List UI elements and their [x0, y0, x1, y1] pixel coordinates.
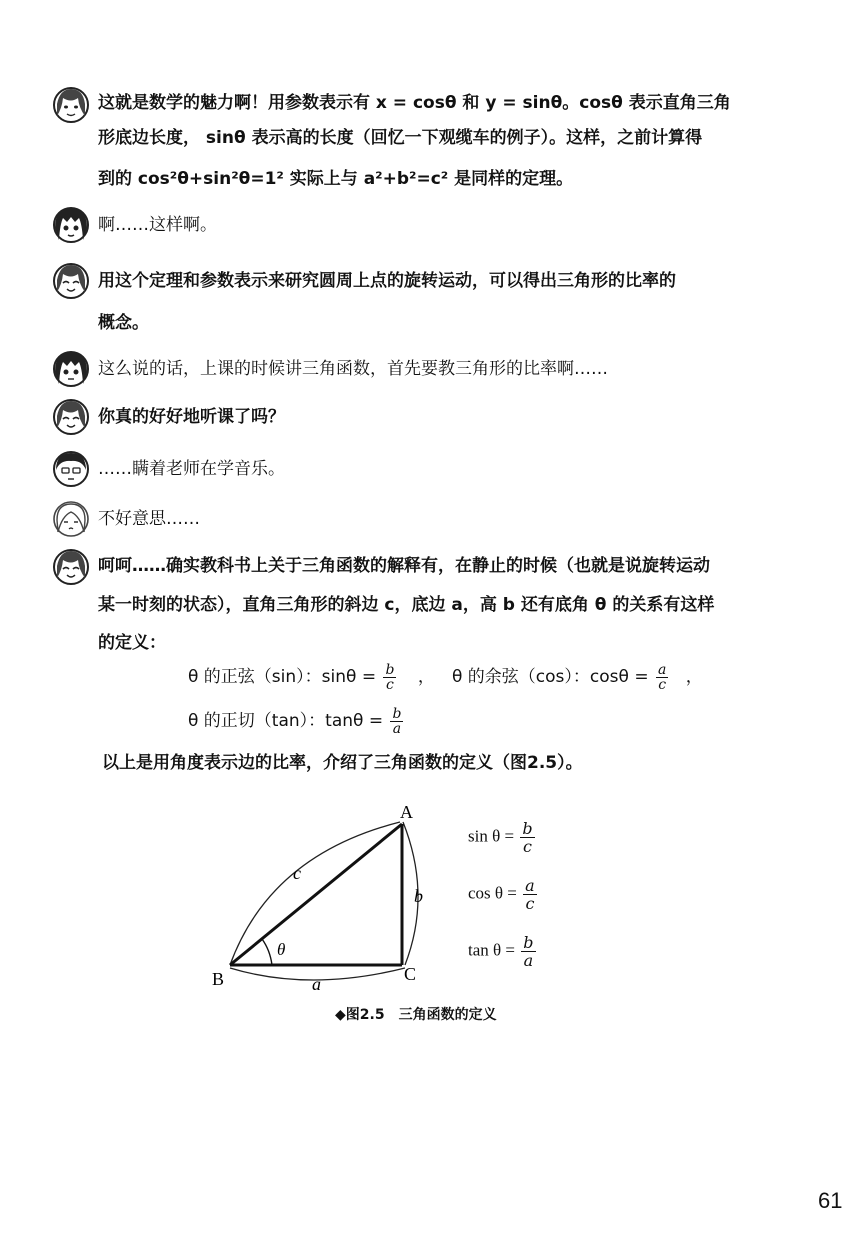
right-triangle-figure [200, 800, 440, 995]
cos-denominator: c [658, 676, 667, 693]
cos-definition: θ 的余弦（cos）：cosθ = $\frac{a}{c}$ ， [452, 661, 703, 693]
figure-cos-denominator: c [525, 894, 535, 913]
dialogue-2-line-1: 啊……这样啊。 [98, 215, 217, 235]
sin-fraction [383, 663, 396, 692]
dialogue-7-line-1: 不好意思…… [98, 509, 200, 529]
side-c-label: c [293, 863, 301, 883]
teacher-avatar-icon [52, 398, 90, 436]
figure-sin-fraction [520, 820, 534, 855]
summary-line: 以上是用角度表示边的比率，介绍了三角函数的定义（图2.5）。 [102, 753, 583, 773]
dialogue-3-line-1: 用这个定理和参数表示来研究圆周上点的旋转运动，可以得出三角形的比率的 [98, 271, 676, 291]
sin-numerator: b [385, 661, 395, 678]
side-b-label: b [414, 886, 423, 906]
dialogue-8-line-1: 呵呵……确实教科书上关于三角函数的解释有，在静止的时候（也就是说旋转运动 [98, 556, 710, 576]
figure-tan-denominator: a [523, 951, 534, 970]
figure-sin-numerator: b [522, 819, 533, 838]
dialogue-1-line-1: 这就是数学的魅力啊！用参数表示有 x = cosθ 和 y = sinθ。cosθ 表示直角三角 [98, 93, 731, 113]
second-student-avatar-icon [52, 450, 90, 488]
dialogue-5-line-1: 你真的好好地听课了吗？ [98, 407, 285, 427]
figure-cos-fraction [523, 877, 537, 912]
figure-sin-label: sin θ = [468, 826, 515, 846]
figure-cos-formula [468, 877, 539, 912]
tan-definition [188, 704, 405, 738]
sin-definition: θ 的正弦（sin）：sinθ = $\frac{b}{c}$ ， [188, 661, 435, 693]
dialogue-8-line-3: 的定义： [98, 633, 166, 653]
dialogue-8-line-2: 某一时刻的状态），直角三角形的斜边 c，底边 a，高 b 还有底角 θ 的关系有这样 [98, 595, 715, 615]
tan-definition-label: θ 的正切（tan）：tanθ = [188, 711, 384, 731]
teacher-avatar-icon [52, 86, 90, 124]
dialogue-1-line-2: 形底边长度， sinθ 表示高的长度（回忆一下观缆车的例子）。这样，之前计算得 [98, 128, 703, 148]
figure-cos-label: cos θ = [468, 883, 517, 903]
page-number: 61 [818, 1188, 843, 1213]
figure-tan-formula [468, 934, 538, 969]
sin-definition-label: θ 的正弦（sin）：sinθ = [188, 667, 377, 687]
figure-tan-fraction [521, 934, 535, 969]
sin-denominator: c [386, 676, 394, 693]
vertex-a-label: A [400, 802, 413, 822]
dialogue-4-line-1: 这么说的话，上课的时候讲三角函数，首先要教三角形的比率啊…… [98, 359, 608, 379]
dialogue-3-line-2: 概念。 [98, 313, 149, 333]
student-avatar-icon [52, 350, 90, 388]
tan-denominator: a [392, 720, 402, 737]
cos-definition-label: θ 的余弦（cos）：cosθ = [452, 667, 649, 687]
vertex-b-label: B [212, 969, 225, 989]
tan-numerator: b [392, 705, 402, 722]
figure-tan-numerator: b [523, 933, 534, 952]
figure-cos-numerator: a [525, 876, 535, 895]
dialogue-6-line-1: ……瞒着老师在学音乐。 [98, 459, 285, 479]
teacher-avatar-icon [52, 262, 90, 300]
dialogue-1-line-3: 到的 cos²θ+sin²θ=1² 实际上与 a²+b²=c² 是同样的定理。 [98, 169, 574, 189]
angle-arc [262, 939, 272, 965]
third-student-avatar-icon [52, 500, 90, 538]
figure-tan-label: tan θ = [468, 940, 515, 960]
side-a-label: a [312, 974, 321, 994]
vertex-c-label: C [404, 964, 417, 984]
teacher-avatar-icon [52, 548, 90, 586]
figure-sin-formula [468, 820, 537, 855]
figure-sin-denominator: c [522, 837, 532, 856]
hypotenuse-c [230, 824, 402, 965]
angle-theta-label: θ [277, 940, 286, 959]
cos-fraction [656, 663, 668, 692]
cos-numerator: a [657, 661, 667, 678]
figure-caption: ◆图2.5 三角函数的定义 [335, 1007, 497, 1023]
student-avatar-icon [52, 206, 90, 244]
tan-fraction [390, 707, 403, 736]
